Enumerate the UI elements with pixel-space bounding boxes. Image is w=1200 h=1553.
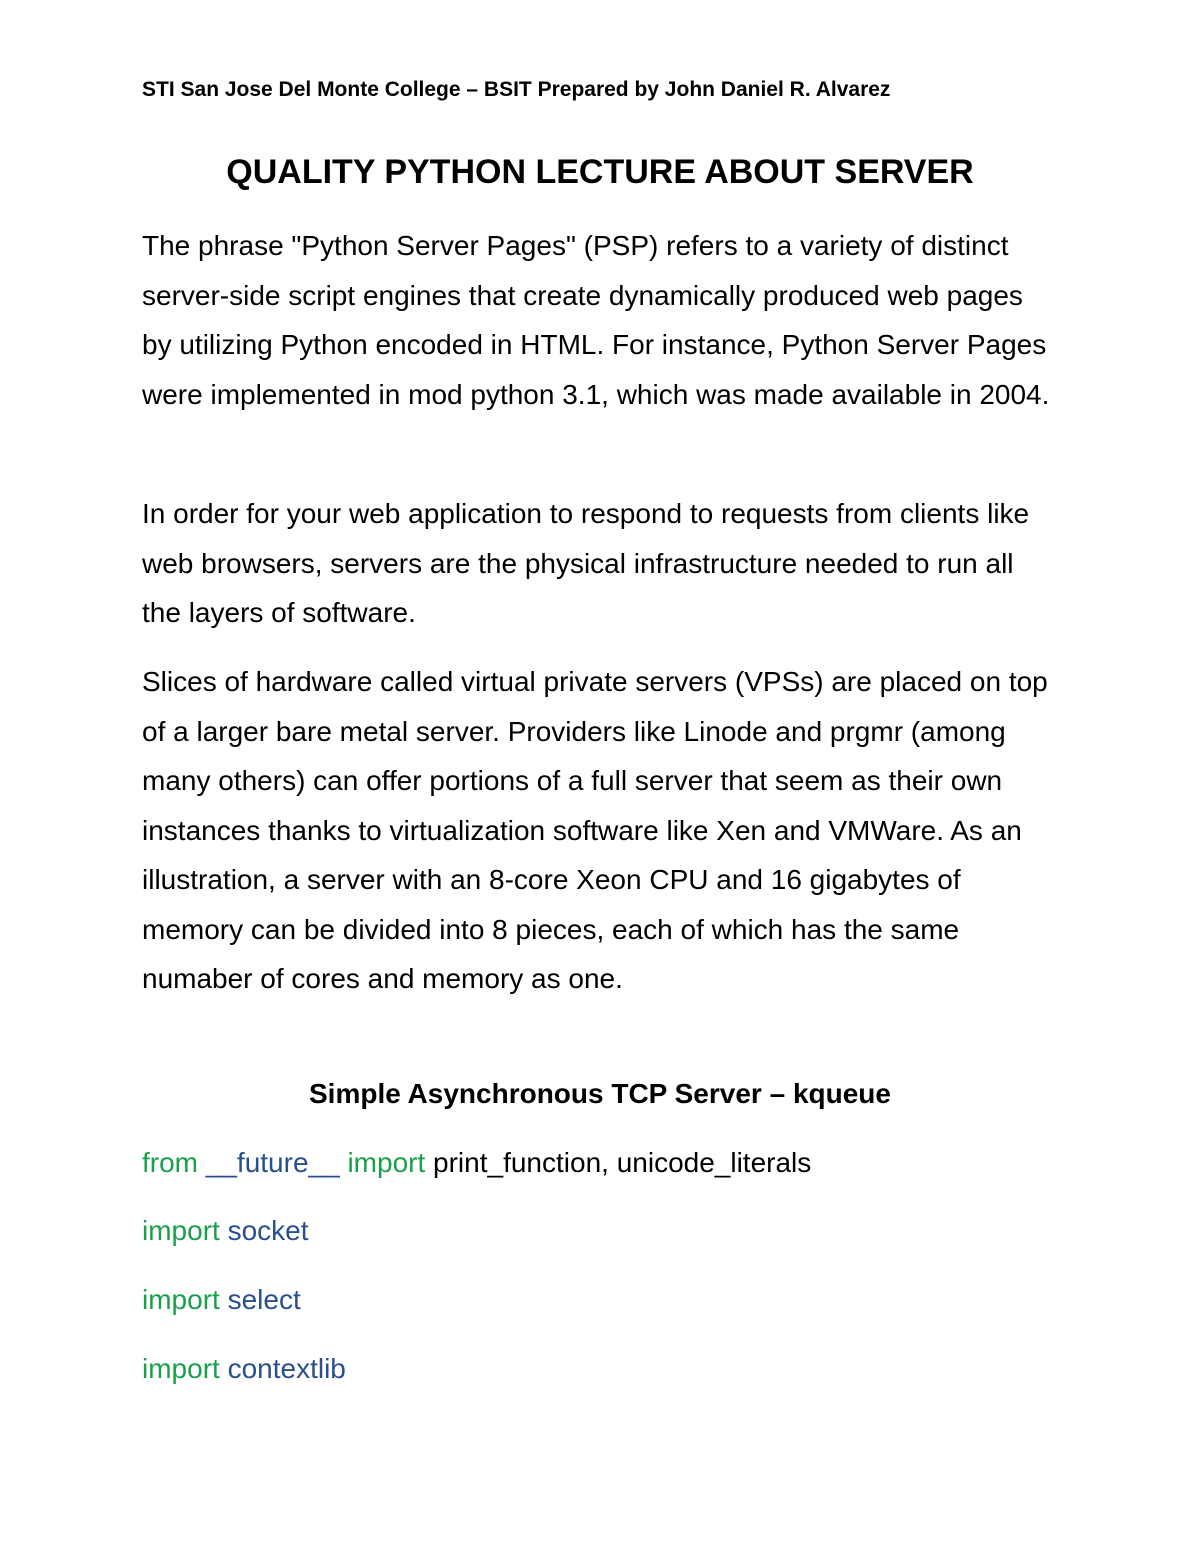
page-header: STI San Jose Del Monte College – BSIT Prepared by John Daniel R. Alvarez xyxy=(142,78,891,101)
code-keyword: from xyxy=(142,1147,198,1178)
code-module: contextlib xyxy=(227,1353,346,1384)
section-subtitle: Simple Asynchronous TCP Server – kqueue xyxy=(309,1078,891,1109)
code-module: select xyxy=(227,1284,301,1315)
code-keyword: import xyxy=(347,1147,426,1178)
code-line-import-socket xyxy=(142,1211,1058,1251)
document-title: QUALITY PYTHON LECTURE ABOUT SERVER xyxy=(226,153,974,191)
code-keyword: import xyxy=(142,1284,220,1315)
code-names: print_function, unicode_literals xyxy=(433,1147,812,1178)
paragraph-servers: In order for your web application to respond to requests from clients like web browsers, servers are the physical infrastructure needed to run all the layers of software. xyxy=(142,498,1030,628)
code-keyword: import xyxy=(142,1215,220,1246)
code-module: __future__ xyxy=(205,1147,340,1178)
code-line-future-import xyxy=(142,1143,1058,1183)
code-module: socket xyxy=(227,1215,309,1246)
code-line-import-contextlib xyxy=(142,1349,1058,1389)
code-keyword: import xyxy=(142,1353,220,1384)
paragraph-psp: The phrase "Python Server Pages" (PSP) refers to a variety of distinct server-side script engines that create dynamically produced web pages by utilizing Python encoded in HTML. For instance, Python Server Pages were implemented in mod python 3.1, which was made available in 2004. xyxy=(142,230,1050,410)
code-line-import-select xyxy=(142,1280,1058,1320)
paragraph-vps: Slices of hardware called virtual private servers (VPSs) are placed on top of a larger bare metal server. Providers like Linode and prgmr (among many others) can offer portions of a full server that seem as their own instances thanks to virtualization software like Xen and VMWare. As an illustration, a server with an 8-core Xeon CPU and 16 gigabytes of memory can be divided into 8 pieces, each of which has the same numaber of cores and memory as one. xyxy=(142,666,1048,994)
